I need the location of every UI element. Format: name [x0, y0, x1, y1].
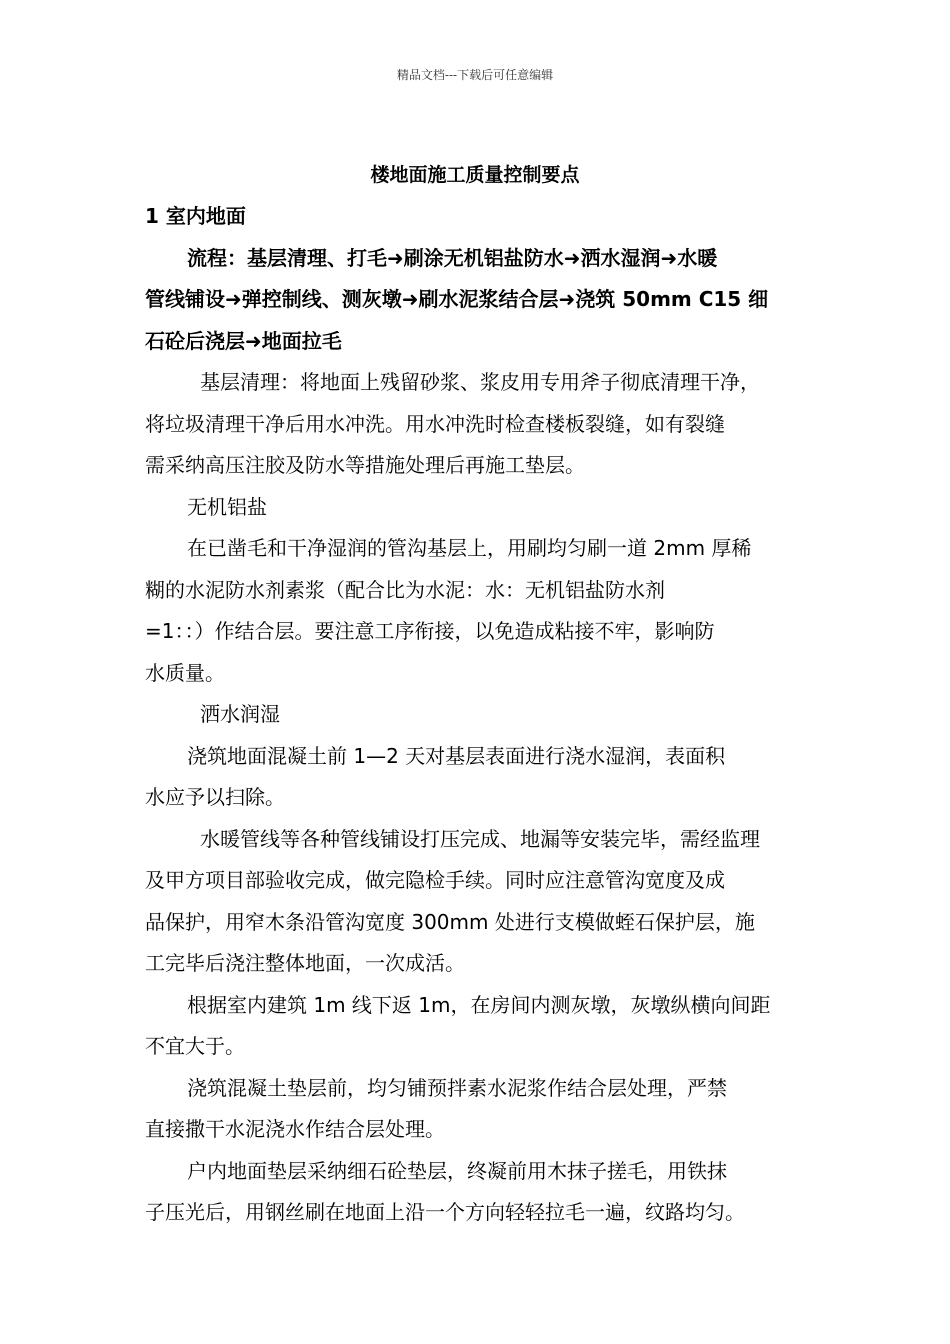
paragraph-line: 需采纳高压注胶及防水等措施处理后再施工垫层。: [145, 453, 585, 477]
paragraph-line: 浇筑混凝土垫层前，均匀铺预拌素水泥浆作结合层处理，严禁: [187, 1075, 727, 1100]
paragraph-line: 在已凿毛和干净湿润的管沟基层上，用刷均匀刷一道 2mm 厚稀: [187, 536, 752, 560]
paragraph-line: 水质量。: [145, 660, 225, 685]
paragraph-line: 直接撒干水泥浇水作结合层处理。: [145, 1117, 445, 1141]
document-body: [145, 196, 815, 1234]
paragraph-line: =1：：）作结合层。要注意工序衔接，以免造成粘接不牢，影响防: [145, 619, 715, 643]
paragraph-line: 水应予以扫除。: [145, 785, 285, 809]
process-flow-line: 石砼后浇层➜地面拉毛: [145, 328, 342, 353]
paragraph-line: 将垃圾清理干净后用水冲洗。用水冲洗时检查楼板裂缝，如有裂缝: [145, 411, 725, 436]
document-title: 楼地面施工质量控制要点: [370, 164, 580, 186]
process-flow-line: 管线铺设➜弹控制线、测灰墩➜刷水泥浆结合层➜浇筑 50mm C15 细: [145, 287, 769, 311]
paragraph-line: 及甲方项目部验收完成，做完隐检手续。同时应注意管沟宽度及成: [145, 868, 725, 892]
paragraph-line: 糊的水泥防水剂素浆（配合比为水泥：水：无机铝盐防水剂: [145, 577, 665, 602]
subheading: 无机铝盐: [187, 494, 267, 519]
paragraph-line: 根据室内建筑 1m 线下返 1m，在房间内测灰墩，灰墩纵横向间距: [187, 992, 771, 1017]
section-heading: 1 室内地面: [145, 204, 246, 228]
paragraph-line: 户内地面垫层采纳细石砼垫层，终凝前用木抹子搓毛，用铁抹: [187, 1158, 727, 1183]
process-flow-line: 流程：基层清理、打毛➜刷涂无机铝盐防水➜洒水湿润➜水暖: [187, 245, 718, 270]
paragraph-line: 水暖管线等各种管线铺设打压完成、地漏等安装完毕，需经监理: [200, 826, 760, 851]
subheading: 洒水润湿: [200, 702, 280, 726]
paragraph-line: 基层清理：将地面上残留砂浆、浆皮用专用斧子彻底清理干净，: [200, 370, 760, 394]
page-header: 精品文档---下载后可任意编辑: [396, 68, 554, 82]
paragraph-line: 品保护，用窄木条沿管沟宽度 300mm 处进行支模做蛭石保护层，施: [145, 909, 755, 934]
paragraph-line: 浇筑地面混凝土前 1—2 天对基层表面进行浇水湿润，表面积: [187, 743, 726, 768]
paragraph-line: 不宜大于。: [145, 1034, 245, 1058]
paragraph-line: 工完毕后浇注整体地面，一次成活。: [145, 951, 465, 975]
paragraph-line: 子压光后，用钢丝刷在地面上沿一个方向轻轻拉毛一遍，纹路均匀。: [145, 1200, 745, 1224]
